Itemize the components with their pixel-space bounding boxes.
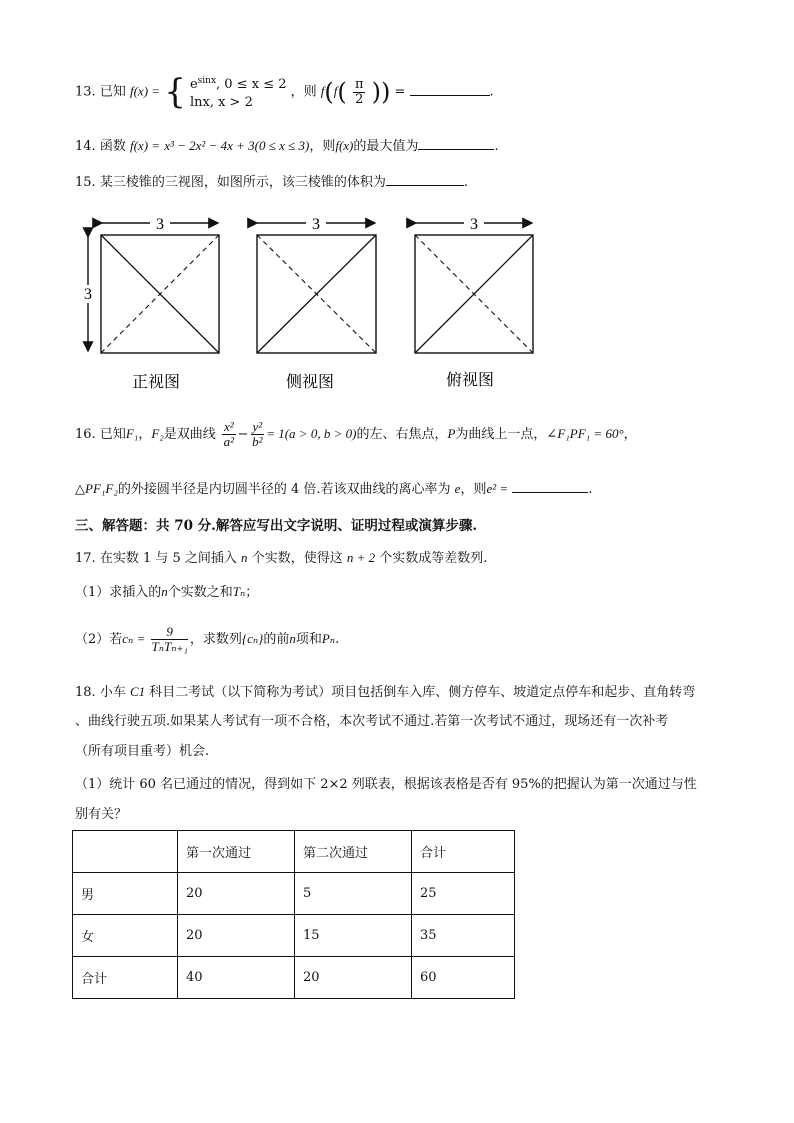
q13-mid: ，则 bbox=[290, 84, 317, 100]
q13-brace: { bbox=[164, 72, 186, 112]
question-17-part1: （1）求插入的n个实数之和Tₙ； bbox=[75, 584, 259, 600]
q16-frac-y: $\frac{\text{y²}}{\text{b²}}$ bbox=[252, 419, 263, 449]
table-header-cell: 第一次通过 bbox=[178, 831, 295, 873]
question-17-part2: （2）若cₙ = $\frac{9}{\text{TₙTₙ₊₁}}$ ，求数列{cₙ}的前n项和Pₙ. bbox=[75, 624, 340, 654]
question-18-line2: 、曲线行驶五项.如果某人考试有一项不合格，本次考试不通过.若第一次考试不通过，现场还有一次补考 bbox=[75, 714, 669, 729]
table-cell: 20 bbox=[178, 915, 295, 957]
table-row bbox=[73, 957, 515, 999]
top-view bbox=[415, 216, 533, 389]
question-18-line3: （所有项目重考）机会. bbox=[75, 744, 210, 759]
table-cell: 女 bbox=[73, 915, 178, 957]
q13-fx: f(x) = bbox=[129, 83, 161, 99]
side-view bbox=[257, 216, 376, 391]
q18-number: 18. bbox=[75, 685, 96, 700]
q14-mid: ，则 bbox=[309, 139, 336, 154]
side-width-label: 3 bbox=[312, 216, 320, 233]
question-15: 15. 某三棱锥的三视图，如图所示，该三棱锥的体积为 . bbox=[75, 171, 468, 193]
q13-ff: f bbox=[320, 83, 325, 99]
table-row bbox=[73, 915, 515, 957]
three-views-figure bbox=[70, 205, 550, 399]
q16-number: 16. bbox=[75, 427, 96, 442]
table-header-row bbox=[73, 831, 515, 873]
q13-case1-sup: sinx bbox=[197, 76, 217, 86]
front-height-label: 3 bbox=[84, 286, 92, 303]
front-view-label: 正视图 bbox=[131, 372, 181, 391]
q14-number: 14. bbox=[75, 139, 96, 154]
q14-pre: 函数 bbox=[99, 139, 126, 154]
q13-case1-base: e bbox=[189, 77, 198, 92]
table-cell: 15 bbox=[295, 915, 412, 957]
q15-text: 某三棱锥的三视图，如图所示，该三棱锥的体积为 bbox=[99, 175, 386, 190]
q13-case2: lnx, x > 2 bbox=[189, 95, 253, 110]
table-cell: 40 bbox=[178, 957, 295, 999]
q13-number: 13. bbox=[75, 84, 96, 100]
table-header-cell: 合计 bbox=[412, 831, 515, 873]
q13-pre: 已知 bbox=[99, 84, 126, 100]
q13-case1-cond: , 0 ≤ x ≤ 2 bbox=[216, 77, 287, 92]
question-16: 16. 已知F₁，F₂是双曲线 $\frac{\text{x²}}{\text{a²}}$ − $\frac{\text{y²}}{\text{b²}}$ = 1(a > 0, b > 0)的左、右焦点，P为曲线上一点，∠F₁PF₁ = 60°， bbox=[75, 419, 637, 449]
question-18-part1-line2: 别有关？ bbox=[75, 807, 128, 822]
q14-post: 的最大值为 bbox=[353, 139, 419, 154]
question-18-part1: （1）统计 60 名已通过的情况，得到如下 2×2 列联表，根据该表格是否有 95%的把握认为第一次通过与性 bbox=[75, 777, 697, 792]
table-cell: 5 bbox=[295, 873, 412, 915]
table-cell: 20 bbox=[178, 873, 295, 915]
front-view bbox=[84, 216, 219, 391]
table-cell: 合计 bbox=[73, 957, 178, 999]
question-16-line2: △PF₁F₂的外接圆半径是内切圆半径的 4 倍.若该双曲线的离心率为 e，则e² = . bbox=[75, 478, 592, 500]
q15-answer-blank[interactable] bbox=[386, 171, 464, 186]
top-view-label: 俯视图 bbox=[445, 370, 495, 389]
q16-answer-blank[interactable] bbox=[512, 478, 588, 493]
question-17: 17. 在实数 1 与 5 之间插入 n 个实数，使得这 n + 2 个实数成等差数列. bbox=[75, 550, 488, 566]
question-14: 14. 函数 f(x) = x³ − 2x² − 4x + 3(0 ≤ x ≤ 3)，则f(x)的最大值为 . bbox=[75, 135, 499, 157]
table-header-cell bbox=[73, 831, 178, 873]
three-views-svg bbox=[70, 205, 550, 395]
top-width-label: 3 bbox=[470, 216, 478, 233]
question-18: 18. 小车 C1 科目二考试（以下简称为考试）项目包括倒车入库、侧方停车、坡道定点停车和起步、直角转弯 bbox=[75, 684, 696, 700]
table-cell: 60 bbox=[412, 957, 515, 999]
q15-number: 15. bbox=[75, 175, 96, 190]
q13-pi-over-2: $\frac{\pi}{2}$ bbox=[354, 76, 364, 107]
q14-expr: x³ − 2x² − 4x + 3(0 ≤ x ≤ 3) bbox=[164, 138, 310, 153]
section-heading: 三、解答题：共 70 分.解答应写出文字说明、证明过程或演算步骤. bbox=[75, 518, 478, 534]
table-cell: 20 bbox=[295, 957, 412, 999]
table-cell: 25 bbox=[412, 873, 515, 915]
front-width-label: 3 bbox=[156, 216, 164, 233]
q13-answer-blank[interactable] bbox=[410, 81, 490, 96]
q13-cases bbox=[190, 72, 287, 112]
table-cell: 男 bbox=[73, 873, 178, 915]
q16-frac-x: $\frac{\text{x²}}{\text{a²}}$ bbox=[223, 419, 234, 449]
contingency-table bbox=[72, 830, 515, 999]
q17-number: 17. bbox=[75, 551, 96, 566]
table-cell: 35 bbox=[412, 915, 515, 957]
side-view-label: 侧视图 bbox=[285, 372, 335, 391]
question-13: 13. 已知 f(x) = { $e^{sinx}$, 0 ≤ x ≤ 2 lnx, x > 2 ，则 f(f( $\frac{\pi}{2}$ )) = . bbox=[75, 72, 494, 112]
table-header-cell: 第二次通过 bbox=[295, 831, 412, 873]
table-row bbox=[73, 873, 515, 915]
q14-answer-blank[interactable] bbox=[418, 135, 494, 150]
q17-frac: $\frac{9}{\text{TₙTₙ₊₁}}$ bbox=[151, 624, 188, 654]
